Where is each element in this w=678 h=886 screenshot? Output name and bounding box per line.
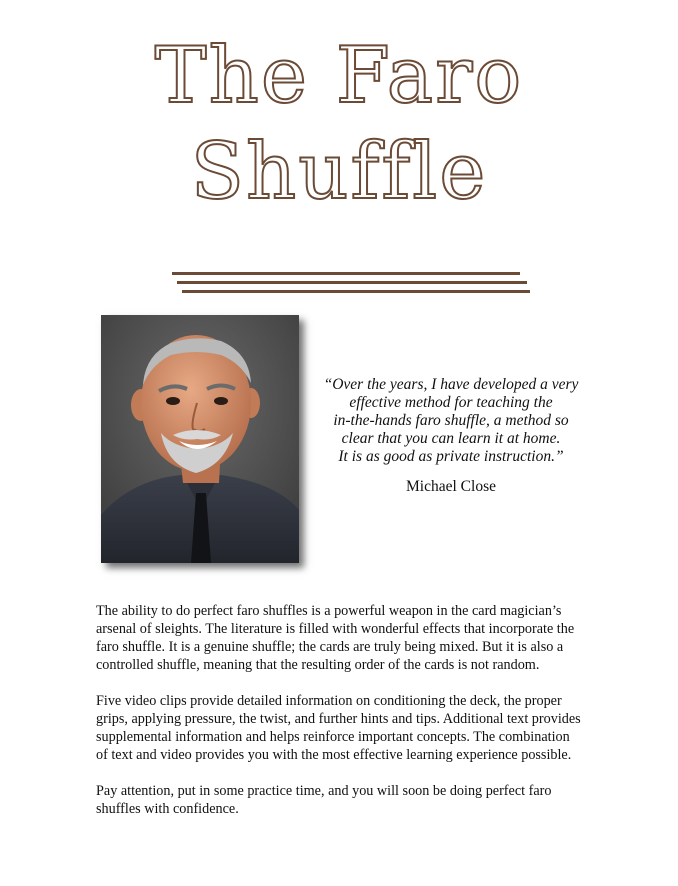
quote-line: effective method for teaching the: [349, 394, 553, 411]
author-portrait-image: [101, 315, 299, 563]
quote-line: “Over the years, I have developed a very: [323, 376, 579, 393]
paragraph-1: [96, 602, 616, 674]
author-photo: [101, 315, 299, 563]
text-line: shuffles with confidence.: [96, 801, 239, 817]
paragraph-3: [96, 782, 616, 818]
page-title: [0, 28, 678, 220]
quote-line: in-the-hands faro shuffle, a method so: [333, 412, 569, 429]
quote-line: It is as good as private instruction.”: [338, 448, 564, 465]
title-line-2: Shuffle: [190, 127, 488, 217]
text-line: The ability to do perfect faro shuffles is a powerful weapon in the card magician’s: [96, 603, 562, 619]
quote-block: [305, 376, 597, 466]
decorative-rules: [172, 272, 530, 298]
quote-line: clear that you can learn it at home.: [341, 430, 561, 447]
text-line: Five video clips provide detailed information on conditioning the deck, the proper: [96, 693, 562, 709]
quote-author: Michael Close: [406, 478, 496, 495]
paragraph-2: [96, 692, 616, 764]
text-line: arsenal of sleights. The literature is filled with wonderful effects that incorporate the: [96, 621, 575, 637]
title-line-1: The Faro: [154, 31, 524, 121]
rule-line-3: [182, 290, 530, 293]
body-text: [96, 602, 616, 836]
rule-line-1: [172, 272, 520, 275]
text-line: faro shuffle. It is a genuine shuffle; the cards are truly being mixed. But it is also a: [96, 639, 564, 655]
text-line: of text and video provides you with the most effective learning experience possible.: [96, 747, 572, 763]
text-line: grips, applying pressure, the twist, and further hints and tips. Additional text provides: [96, 711, 581, 727]
text-line: supplemental information and helps reinforce important concepts. The combination: [96, 729, 570, 745]
text-line: Pay attention, put in some practice time, and you will soon be doing perfect faro: [96, 783, 552, 799]
rule-line-2: [177, 281, 527, 284]
text-line: controlled shuffle, meaning that the resulting order of the cards is not random.: [96, 657, 540, 673]
